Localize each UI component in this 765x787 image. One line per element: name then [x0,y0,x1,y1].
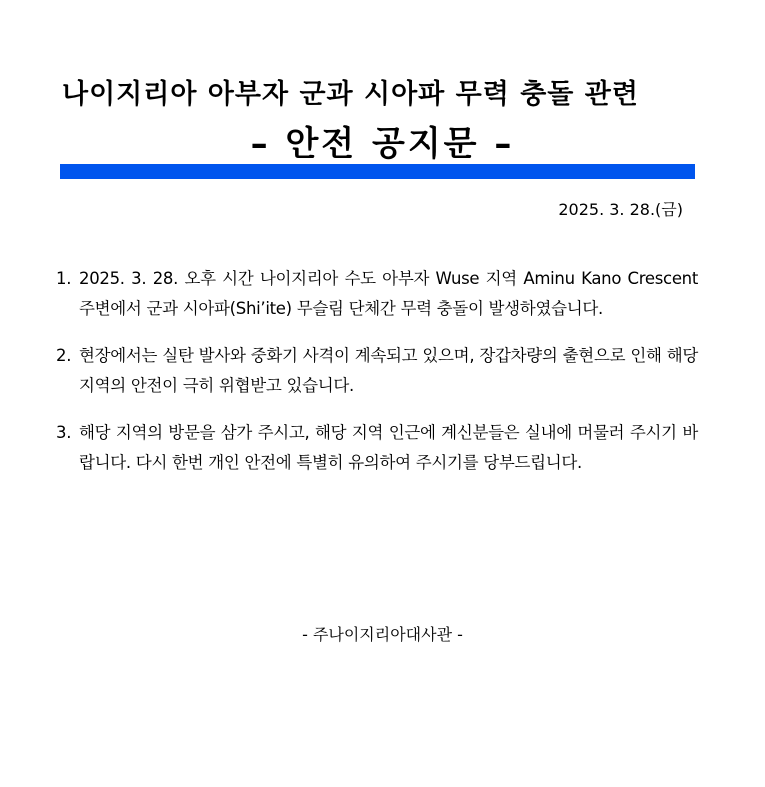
title-underline-bar [60,164,695,179]
item-text: 2025. 3. 28. 오후 시간 나이지리아 수도 아부자 Wuse 지역 Aminu Kano Crescent 주변에서 군과 시아파(Shi’ite) 무슬림 단체간 무력 충돌이 발생하였습니다. [79,269,698,318]
title-line-1: 나이지리아 아부자 군과 시아파 무력 충돌 관련 [62,79,639,110]
item-number: 1. [56,269,72,288]
item-text: 해당 지역의 방문을 삼가 주시고, 해당 지역 인근에 계신분들은 실내에 머물러 주시기 바랍니다. 다시 한번 개인 안전에 특별히 유의하여 주시기를 당부드립니다. [79,423,698,472]
notice-item-3 [56,418,698,477]
notice-item-2 [56,341,698,400]
notice-items [56,264,698,495]
item-number: 3. [56,423,72,442]
notice-date: 2025. 3. 28.(금) [558,200,683,219]
item-number: 2. [56,346,72,365]
notice-item-1 [56,264,698,323]
embassy-signature: - 주나이지리아대사관 - [302,625,463,644]
title-line-2: – 안전 공지문 – [250,124,515,164]
item-text: 현장에서는 실탄 발사와 중화기 사격이 계속되고 있으며, 장갑차량의 출현으로 인해 해당지역의 안전이 극히 위협받고 있습니다. [79,346,698,395]
